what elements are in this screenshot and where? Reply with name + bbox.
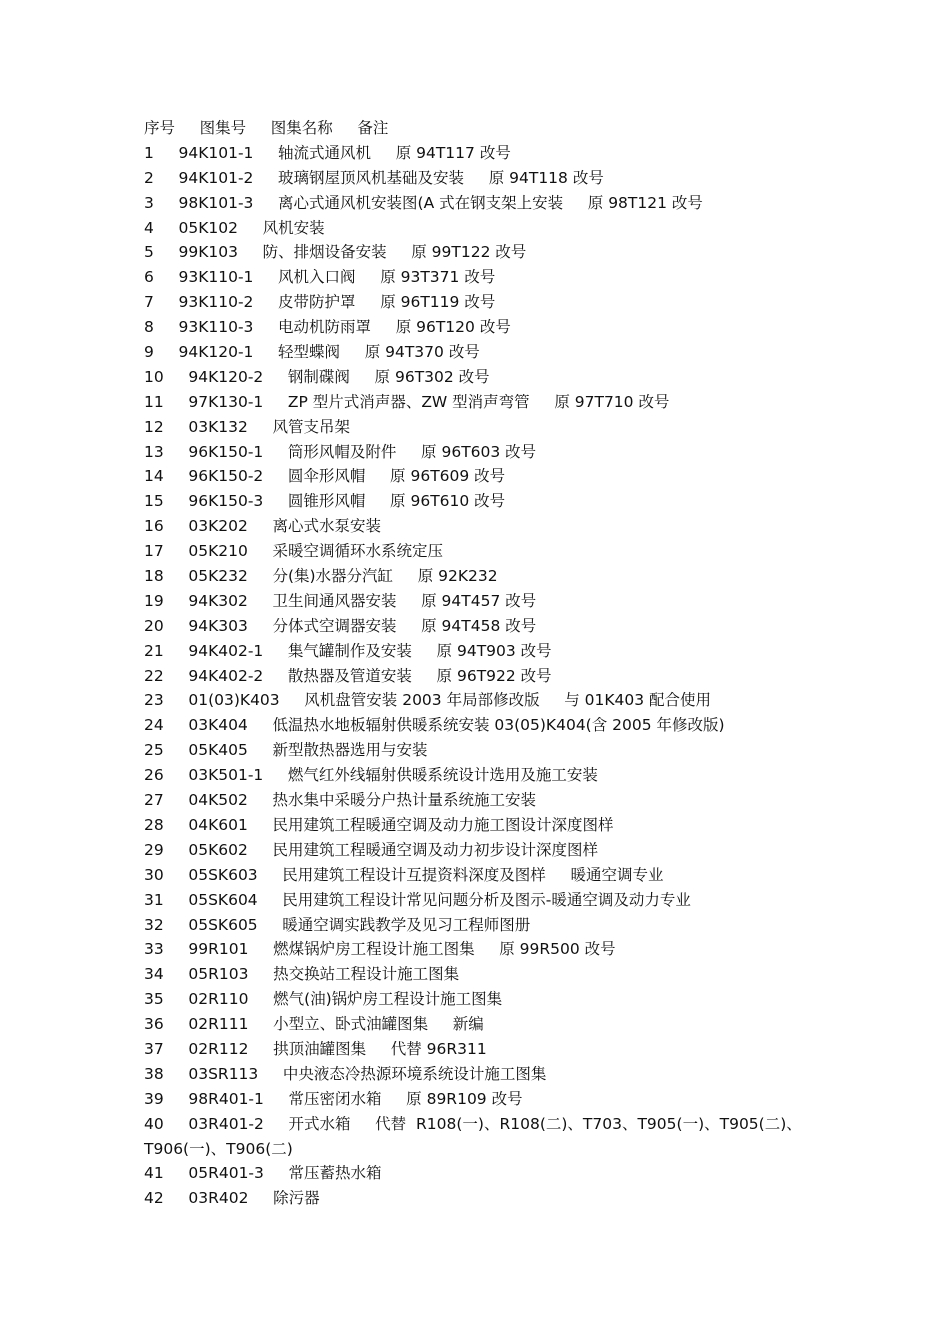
table-row: 30 05SK603 民用建筑工程设计互提资料深度及图样 暖通空调专业: [144, 865, 664, 884]
table-row: 1 94K101-1 轴流式通风机 原 94T117 改号: [144, 143, 511, 162]
table-row: 21 94K402-1 集气罐制作及安装 原 94T903 改号: [144, 641, 552, 660]
table-row: 32 05SK605 暖通空调实践教学及见习工程师图册: [144, 915, 531, 934]
table-row: 19 94K302 卫生间通风器安装 原 94T457 改号: [144, 591, 537, 610]
table-row: 16 03K202 离心式水泵安装: [144, 517, 381, 536]
table-row: 26 03K501-1 燃气红外线辐射供暖系统设计选用及施工安装: [144, 766, 598, 785]
table-row: 23 01(03)K403 风机盘管安装 2003 年局部修改版 与 01K403 配合使用: [144, 691, 712, 710]
table-row: 2 94K101-2 玻璃钢屋顶风机基础及安装 原 94T118 改号: [144, 168, 604, 187]
table-row: 3 98K101-3 离心式通风机安装图(A 式在钢支架上安装 原 98T121 改号: [144, 193, 703, 212]
table-row: 28 04K601 民用建筑工程暖通空调及动力施工图设计深度图样: [144, 815, 614, 834]
table-row: 24 03K404 低温热水地板辐射供暖系统安装 03(05)K404(含 2005 年修改版): [144, 716, 725, 735]
table-row: 15 96K150-3 圆锥形风帽 原 96T610 改号: [144, 492, 506, 511]
table-row: 5 99K103 防、排烟设备安装 原 99T122 改号: [144, 243, 527, 262]
table-row: 4 05K102 风机安装: [144, 218, 325, 237]
table-row: 11 97K130-1 ZP 型片式消声器、ZW 型消声弯管 原 97T710 改号: [144, 392, 670, 411]
table-row: 41 05R401-3 常压蓄热水箱: [144, 1164, 382, 1183]
table-rows: [144, 141, 824, 1211]
table-row: 33 99R101 燃煤锅炉房工程设计施工图集 原 99R500 改号: [144, 940, 616, 959]
table-row: 18 05K232 分(集)水器分汽缸 原 92K232: [144, 567, 498, 586]
table-row: 40 03R401-2 开式水箱 代替 R108(一)、R108(二)、T703、T905(一)、T905(二)、: [144, 1114, 802, 1133]
table-row: 31 05SK604 民用建筑工程设计常见问题分析及图示-暖通空调及动力专业: [144, 890, 691, 909]
table-row: 36 02R111 小型立、卧式油罐图集 新编: [144, 1015, 484, 1034]
table-row: 20 94K303 分体式空调器安装 原 94T458 改号: [144, 616, 537, 635]
table-row: 6 93K110-1 风机入口阀 原 93T371 改号: [144, 268, 496, 287]
table-row: 38 03SR113 中央液态冷热源环境系统设计施工图集: [144, 1064, 547, 1083]
table-row: 10 94K120-2 钢制碟阀 原 96T302 改号: [144, 367, 490, 386]
table-row: 39 98R401-1 常压密闭水箱 原 89R109 改号: [144, 1089, 523, 1108]
table-row: 22 94K402-2 散热器及管道安装 原 96T922 改号: [144, 666, 552, 685]
table-row: 17 05K210 采暖空调循环水系统定压: [144, 542, 443, 561]
table-row: 12 03K132 风管支吊架: [144, 417, 350, 436]
table-row: 29 05K602 民用建筑工程暖通空调及动力初步设计深度图样: [144, 840, 598, 859]
table-row: 13 96K150-1 筒形风帽及附件 原 96T603 改号: [144, 442, 537, 461]
table-row: T906(一)、T906(二): [144, 1139, 293, 1158]
table-row: 37 02R112 拱顶油罐图集 代替 96R311: [144, 1039, 487, 1058]
table-row: 42 03R402 除污器: [144, 1189, 320, 1208]
table-row: 9 94K120-1 轻型蝶阀 原 94T370 改号: [144, 343, 480, 362]
table-header: 序号 图集号 图集名称 备注: [144, 119, 389, 137]
table-row: 34 05R103 热交换站工程设计施工图集: [144, 965, 460, 984]
table-row: 35 02R110 燃气(油)锅炉房工程设计施工图集: [144, 990, 503, 1009]
atlas-list: [144, 116, 824, 1211]
table-row: 25 05K405 新型散热器选用与安装: [144, 741, 428, 760]
table-row: 14 96K150-2 圆伞形风帽 原 96T609 改号: [144, 467, 506, 486]
table-row: 8 93K110-3 电动机防雨罩 原 96T120 改号: [144, 318, 511, 337]
table-row: 27 04K502 热水集中采暖分户热计量系统施工安装: [144, 791, 536, 810]
table-row: 7 93K110-2 皮带防护罩 原 96T119 改号: [144, 293, 496, 312]
